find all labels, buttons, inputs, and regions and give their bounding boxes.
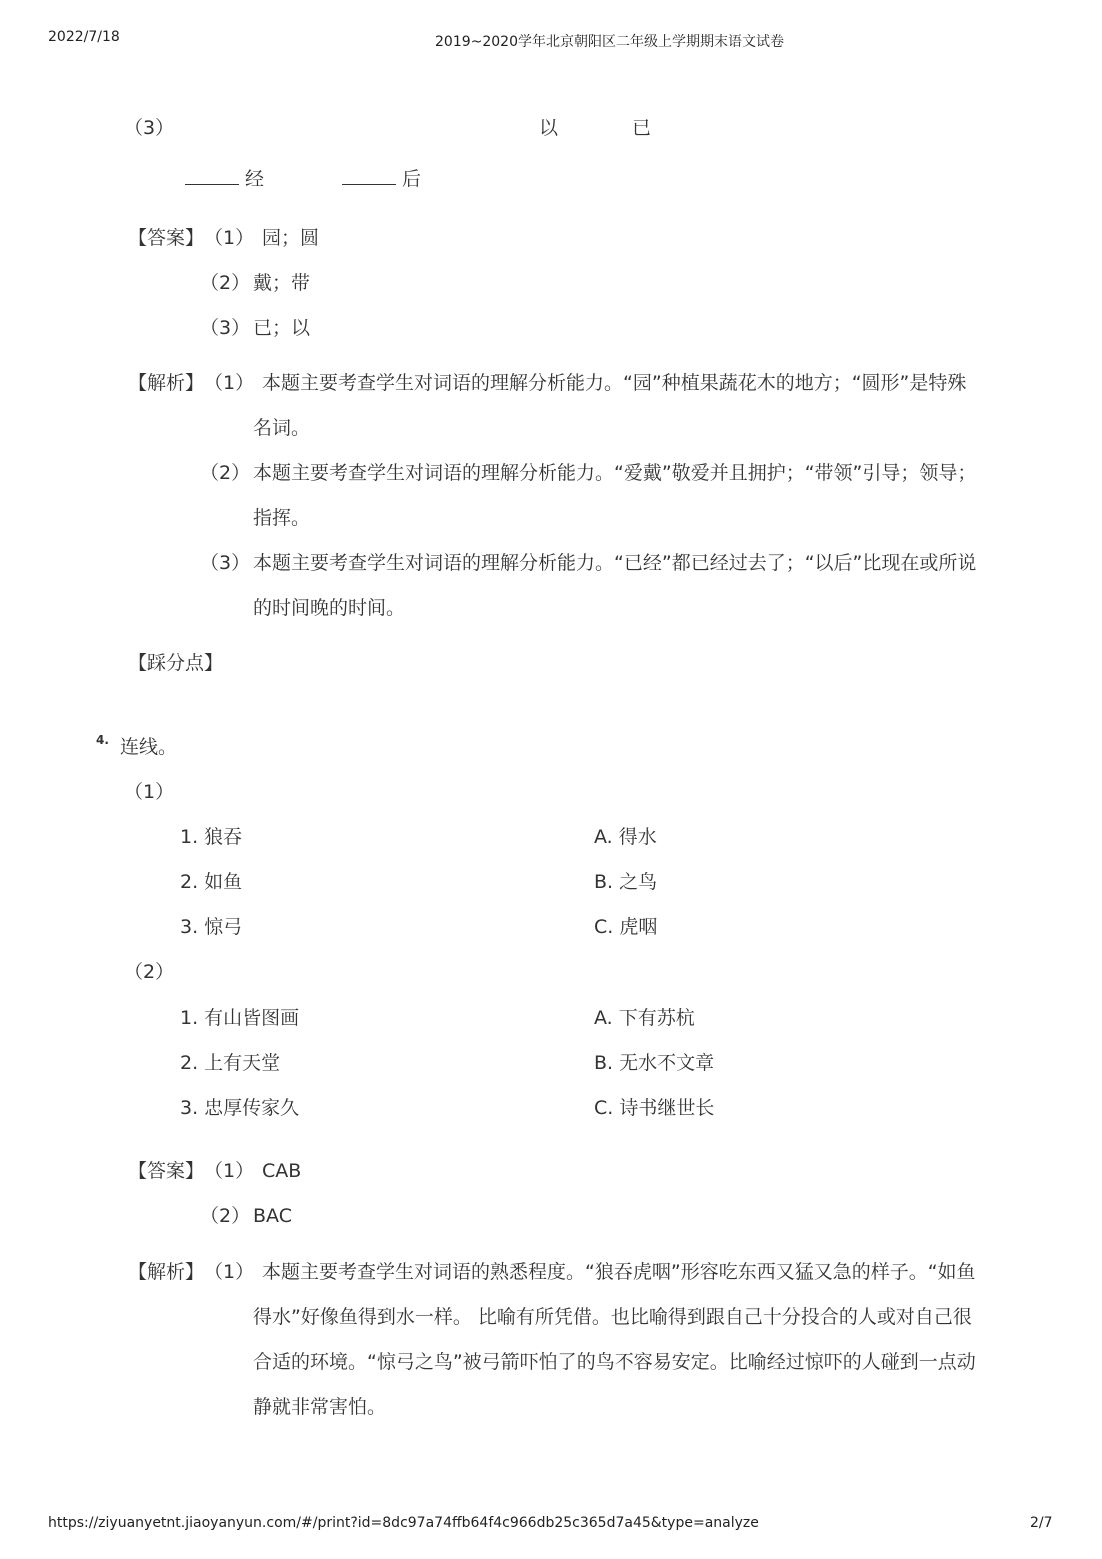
analysis-label: 【解析】 <box>128 372 205 394</box>
answer-text: 戴；带 <box>253 272 311 294</box>
analysis-text: 本题主要考查学生对词语的理解分析能力。“园”种植果蔬花木的地方；“圆形”是特殊 <box>262 372 967 394</box>
analysis-text: 名词。 <box>253 417 311 439</box>
answer-text: CAB <box>262 1160 302 1182</box>
analysis-num: （2） <box>200 462 251 484</box>
part-number: （2） <box>124 961 175 983</box>
document-title: 2019~2020学年北京朝阳区二年级上学期期末语文试卷 <box>435 34 784 50</box>
analysis-text: 得水”好像鱼得到水一样。 比喻有所凭借。也比喻得到跟自己十分投合的人或对自己很 <box>253 1306 972 1328</box>
answer-text: 园；圆 <box>262 227 320 249</box>
analysis-text: 本题主要考查学生对词语的理解分析能力。“已经”都已经过去了；“以后”比现在或所说 <box>253 552 977 574</box>
analysis-num: （1） <box>204 372 255 394</box>
analysis-num: （3） <box>200 552 251 574</box>
footer-url: https://ziyuanyetnt.jiaoyanyun.com/#/print?id=8dc97a74ffb64f4c966db25c365d7a45&type=analyze <box>48 1515 759 1531</box>
match-right-item: C. 诗书继世长 <box>594 1097 715 1119</box>
answer-num: （1） <box>204 1160 255 1182</box>
option-char: 以 <box>539 117 559 139</box>
question-number: 4. <box>96 733 109 747</box>
answer-label: 【答案】 <box>128 227 205 249</box>
analysis-num: （1） <box>204 1261 255 1283</box>
fill-blank-item: 后 <box>342 162 421 191</box>
match-left-item: 2. 如鱼 <box>180 871 243 893</box>
option-char: 已 <box>632 117 652 139</box>
print-date: 2022/7/18 <box>48 29 120 45</box>
match-left-item: 1. 有山皆图画 <box>180 1007 300 1029</box>
match-left-item: 3. 忠厚传家久 <box>180 1097 300 1119</box>
answer-num: （2） <box>200 1205 251 1227</box>
analysis-text: 本题主要考查学生对词语的理解分析能力。“爱戴”敬爱并且拥护；“带领”引导；领导； <box>253 462 977 484</box>
match-right-item: A. 得水 <box>594 826 657 848</box>
match-right-item: A. 下有苏杭 <box>594 1007 695 1029</box>
analysis-text: 静就非常害怕。 <box>253 1396 387 1418</box>
part-number: （1） <box>124 781 175 803</box>
match-left-item: 1. 狼吞 <box>180 826 243 848</box>
question-stem: 连线。 <box>120 736 178 758</box>
analysis-text: 的时间晚的时间。 <box>253 597 406 619</box>
analysis-text: 合适的环境。“惊弓之鸟”被弓箭吓怕了的鸟不容易安定。比喻经过惊吓的人碰到一点动 <box>253 1351 976 1373</box>
match-right-item: C. 虎咽 <box>594 916 658 938</box>
fill-blank-item: 经 <box>185 162 264 191</box>
part-number: （3） <box>124 117 175 139</box>
page-number: 2/7 <box>1030 1515 1053 1531</box>
answer-text: BAC <box>253 1205 292 1227</box>
match-left-item: 2. 上有天堂 <box>180 1052 281 1074</box>
answer-num: （3） <box>200 317 251 339</box>
analysis-text: 指挥。 <box>253 507 311 529</box>
scoring-points-label: 【踩分点】 <box>128 652 224 674</box>
match-left-item: 3. 惊弓 <box>180 916 243 938</box>
answer-text: 已；以 <box>253 317 311 339</box>
blank-line <box>342 162 396 185</box>
match-right-item: B. 无水不文章 <box>594 1052 715 1074</box>
answer-label: 【答案】 <box>128 1160 205 1182</box>
blank-line <box>185 162 239 185</box>
analysis-text: 本题主要考查学生对词语的熟悉程度。“狼吞虎咽”形容吃东西又猛又急的样子。“如鱼 <box>262 1261 976 1283</box>
analysis-label: 【解析】 <box>128 1261 205 1283</box>
answer-num: （1） <box>204 227 255 249</box>
answer-num: （2） <box>200 272 251 294</box>
match-right-item: B. 之鸟 <box>594 871 658 893</box>
